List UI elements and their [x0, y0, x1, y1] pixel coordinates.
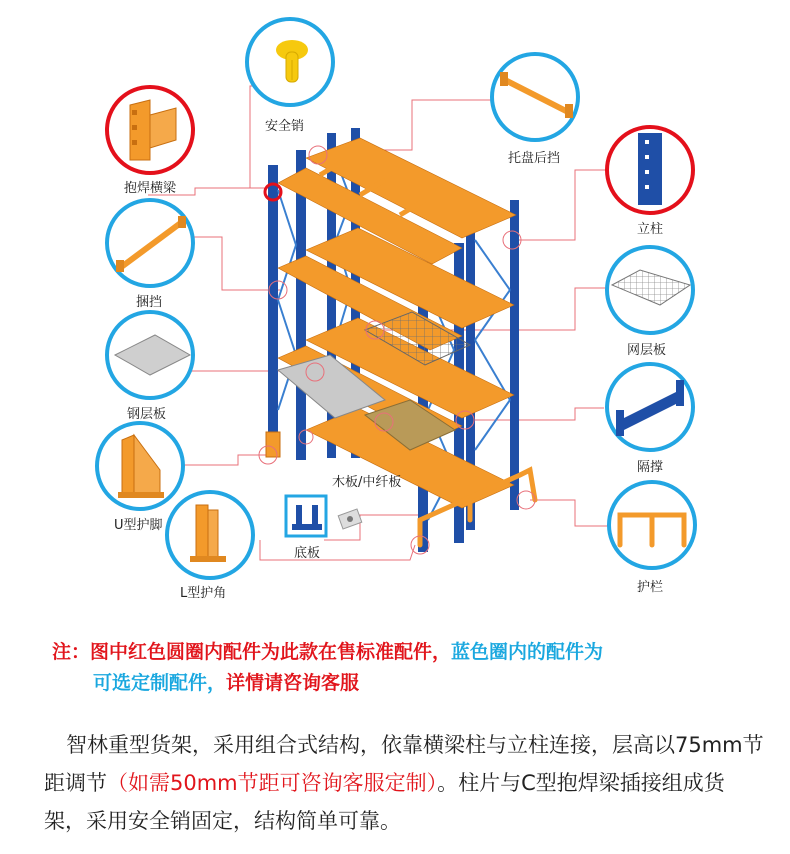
guardrail-callout	[609, 482, 695, 568]
label-u-guard: U型护脚	[114, 518, 163, 533]
anchor-bolt-icon	[338, 509, 362, 529]
welded-beam-callout	[107, 87, 193, 173]
note-optional-text-2: 可选定制配件，	[93, 672, 227, 694]
description-part2: 。柱片与C型抱焊梁插接组成货架，采用安全销固定，结构简单可靠。	[44, 771, 725, 833]
note-prefix: 注：	[52, 641, 91, 663]
pallet-rack-illustration	[259, 128, 535, 554]
wire-deck-callout	[607, 247, 693, 333]
upright-icon	[638, 133, 662, 205]
safety-pin-callout	[247, 19, 333, 105]
label-wire-deck: 网层板	[627, 343, 667, 358]
label-welded-beam: 抱焊横梁	[124, 181, 177, 196]
label-pallet-stop: 托盘后挡	[508, 151, 561, 166]
upright-callout	[607, 127, 693, 213]
pallet-stop-callout	[492, 54, 578, 140]
label-safety-pin: 安全销	[265, 119, 305, 134]
steel-deck-callout	[107, 312, 193, 398]
tie-bar-callout	[107, 200, 193, 286]
l-corner-callout	[167, 492, 253, 578]
accessory-note	[52, 637, 772, 699]
description-part1: 智林重型货架，采用组合式结构，依靠横梁柱与立柱连接，层高以75mm节距调节	[44, 733, 764, 795]
u-guard-callout	[97, 423, 183, 509]
label-l-corner: L型护角	[180, 586, 227, 601]
note-standard-text: 图中红色圆圈内配件为此款在售标准配件，	[90, 641, 452, 663]
label-tie-bar: 捆挡	[136, 295, 163, 310]
label-wood-board: 木板/中纤板	[332, 475, 402, 490]
spacer-callout	[607, 364, 693, 450]
label-steel-deck: 钢层板	[127, 407, 167, 422]
base-plate-callout	[286, 496, 362, 536]
label-upright: 立柱	[637, 222, 664, 237]
label-base-plate: 底板	[294, 546, 321, 561]
product-description	[44, 726, 764, 840]
label-spacer: 隔撑	[637, 460, 664, 475]
label-guardrail: 护栏	[637, 580, 664, 595]
description-highlight: （如需50mm节距可咨询客服定制）	[107, 771, 438, 795]
note-contact-text: 详情请咨询客服	[226, 672, 360, 694]
note-optional-text-1: 蓝色圈内的配件为	[451, 641, 604, 663]
